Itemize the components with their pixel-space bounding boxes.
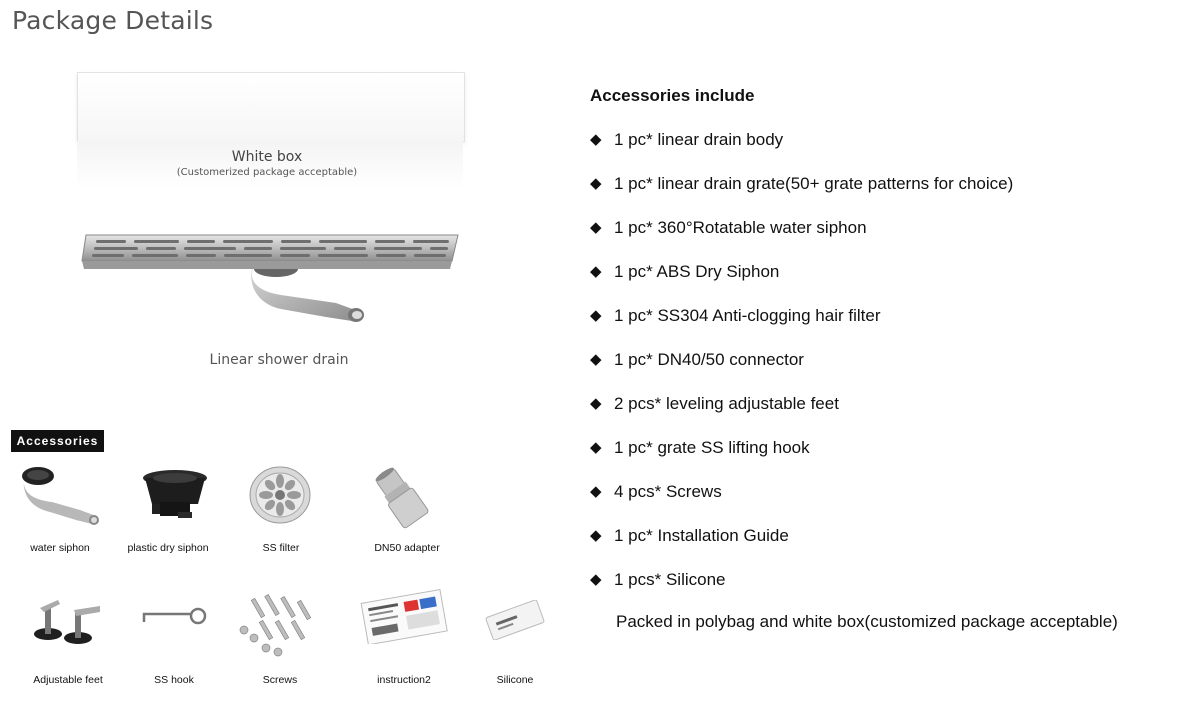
- diamond-bullet-icon: ◆: [590, 263, 602, 280]
- white-box-sublabel: (Customerized package acceptable): [176, 167, 358, 178]
- list-item: [590, 348, 1013, 392]
- accessory-caption: SS filter: [262, 542, 300, 554]
- accessory-caption: Silicone: [496, 674, 534, 686]
- diamond-bullet-icon: ◆: [590, 351, 602, 368]
- list-item: [590, 128, 1013, 172]
- list-item-text: 1 pc* DN40/50 connector: [614, 350, 804, 369]
- page-title: Package Details: [12, 6, 214, 35]
- accessory-caption: Adjustable feet: [33, 674, 103, 686]
- list-item-text: 1 pcs* Silicone: [614, 570, 726, 589]
- diamond-bullet-icon: ◆: [590, 571, 602, 588]
- dry-siphon-icon: [140, 468, 210, 526]
- drain-label: Linear shower drain: [209, 352, 349, 368]
- diamond-bullet-icon: ◆: [590, 175, 602, 192]
- list-item: [590, 392, 1013, 436]
- water-siphon-icon: [18, 462, 102, 526]
- white-box-label: White box: [231, 149, 303, 165]
- list-item-text: 1 pc* SS304 Anti-clogging hair filter: [614, 306, 881, 325]
- list-item: [590, 480, 1013, 524]
- screws-icon: [236, 590, 322, 660]
- accessory-caption: SS hook: [154, 674, 194, 686]
- linear-drain-image: [76, 225, 460, 325]
- list-item-text: 4 pcs* Screws: [614, 482, 722, 501]
- list-item: [590, 436, 1013, 480]
- accessories-list: [590, 128, 1013, 612]
- ss-filter-icon: [248, 465, 312, 525]
- list-item-text: 1 pc* ABS Dry Siphon: [614, 262, 780, 281]
- list-item: [590, 216, 1013, 260]
- diamond-bullet-icon: ◆: [590, 131, 602, 148]
- diamond-bullet-icon: ◆: [590, 527, 602, 544]
- accessory-caption: DN50 adapter: [374, 542, 440, 554]
- list-item: [590, 172, 1013, 216]
- diamond-bullet-icon: ◆: [590, 219, 602, 236]
- list-item-text: 1 pc* 360°Rotatable water siphon: [614, 218, 867, 237]
- accessories-badge: Accessories: [11, 430, 104, 452]
- silicone-pack-icon: [484, 600, 546, 640]
- accessory-caption: water siphon: [30, 542, 90, 554]
- list-item-text: 1 pc* grate SS lifting hook: [614, 438, 810, 457]
- diamond-bullet-icon: ◆: [590, 307, 602, 324]
- list-item: [590, 568, 1013, 612]
- list-item: [590, 260, 1013, 304]
- accessory-caption: Screws: [262, 674, 298, 686]
- dn50-adapter-icon: [370, 464, 436, 530]
- diamond-bullet-icon: ◆: [590, 439, 602, 456]
- ss-hook-icon: [140, 604, 210, 634]
- adjustable-feet-icon: [30, 594, 106, 650]
- accessories-include-heading: Accessories include: [590, 86, 755, 105]
- list-item-text: 1 pc* linear drain body: [614, 130, 784, 149]
- diamond-bullet-icon: ◆: [590, 395, 602, 412]
- accessory-caption: instruction2: [377, 674, 431, 686]
- list-item-text: 1 pc* Installation Guide: [614, 526, 789, 545]
- packaging-note: Packed in polybag and white box(customized package acceptable): [616, 612, 1118, 631]
- diamond-bullet-icon: ◆: [590, 483, 602, 500]
- instruction-sheet-icon: [358, 588, 452, 644]
- list-item-text: 2 pcs* leveling adjustable feet: [614, 394, 839, 413]
- list-item-text: 1 pc* linear drain grate(50+ grate patterns for choice): [614, 174, 1014, 193]
- accessory-caption: plastic dry siphon: [127, 542, 209, 554]
- list-item: [590, 524, 1013, 568]
- white-box-image: [77, 72, 465, 142]
- list-item: [590, 304, 1013, 348]
